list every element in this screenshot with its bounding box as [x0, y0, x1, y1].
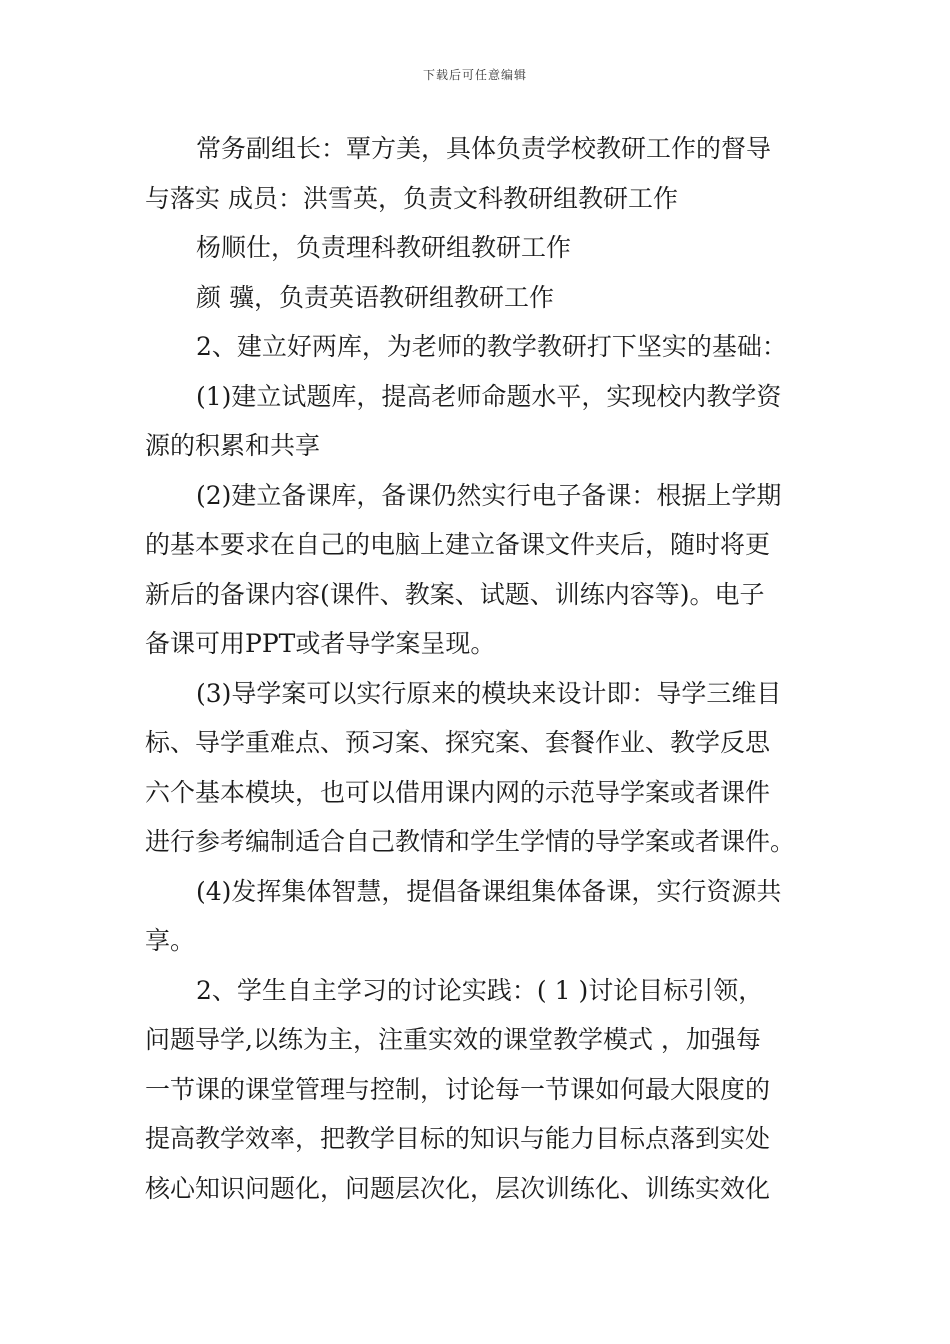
text-line: 杨顺仕，负责理科教研组教研工作	[196, 233, 572, 262]
text-line: 问题导学,以练为主，注重实效的课堂教学模式 ，加强每	[145, 1025, 761, 1054]
text-line: 的基本要求在自己的电脑上建立备课文件夹后，随时将更	[145, 530, 771, 559]
text-line: 标、导学重难点、预习案、探究案、套餐作业、教学反思	[145, 728, 771, 757]
text-line: (3)导学案可以实行原来的模块来设计即：导学三维目	[196, 678, 782, 708]
text-line: 提高教学效率，把教学目标的知识与能力目标点落到实处	[145, 1124, 771, 1153]
text-line: 六个基本模块，也可以借用课内网的示范导学案或者课件	[145, 777, 771, 807]
text-line: 常务副组长：覃方美，具体负责学校教研工作的督导	[196, 134, 772, 163]
text-line: 享。	[145, 926, 196, 955]
text-line: 2、学生自主学习的讨论实践：( 1 )讨论目标引领，	[196, 975, 764, 1005]
text-line: (1)建立试题库，提高老师命题水平，实现校内教学资	[196, 381, 782, 411]
document-body	[145, 124, 810, 1213]
text-line: 与落实 成员：洪雪英，负责文科教研组教研工作	[145, 183, 678, 213]
text-line: 2、建立好两库，为老师的教学教研打下坚实的基础：	[196, 332, 787, 361]
page-header: 下载后可任意编辑	[422, 68, 527, 82]
text-line: (4)发挥集体智慧，提倡备课组集体备课，实行资源共	[196, 876, 782, 906]
text-line: 源的积累和共享	[145, 431, 321, 460]
text-line: 新后的备课内容(课件、教案、试题、训练内容等)。电子	[145, 579, 765, 609]
text-line: 核心知识问题化，问题层次化，层次训练化、训练实效化	[145, 1173, 771, 1203]
text-line: 备课可用PPT或者导学案呈现。	[145, 629, 496, 658]
text-line: 进行参考编制适合自己教情和学生学情的导学案或者课件。	[145, 827, 796, 856]
text-line: 颜 骥，负责英语教研组教研工作	[196, 282, 554, 312]
text-line: (2)建立备课库，备课仍然实行电子备课：根据上学期	[196, 480, 782, 510]
text-line: 一节课的课堂管理与控制，讨论每一节课如何最大限度的	[145, 1074, 771, 1104]
